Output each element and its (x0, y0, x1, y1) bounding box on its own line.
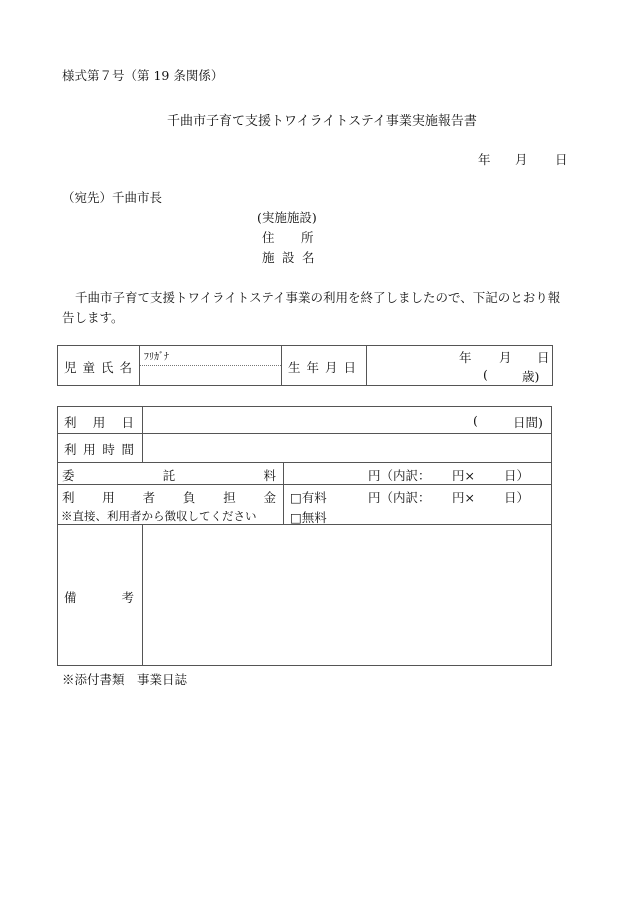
birth-date-label: 生 年 月 日 (288, 360, 356, 375)
month-label: 月 (515, 152, 528, 167)
commission-field[interactable]: 円（内訳： 円× 日） (368, 468, 530, 483)
addressee: （宛先）千曲市長 (62, 190, 163, 205)
user-fee-label: 利 用 者 負 担 金 (62, 490, 276, 505)
furigana-field[interactable] (176, 347, 280, 364)
facility-heading: (実施施設) (257, 210, 317, 225)
age-unit: 歳) (522, 369, 540, 384)
body-text-line2: 告します。 (62, 310, 124, 325)
age-open: ( (483, 367, 488, 382)
use-date-label: 利 用 日 (64, 415, 134, 430)
remarks-field[interactable] (143, 525, 551, 665)
use-time-label: 利 用 時 間 (64, 442, 134, 457)
paid-checkbox[interactable]: □有料 (290, 490, 327, 505)
use-time-field[interactable] (143, 434, 551, 462)
child-name-field[interactable] (141, 367, 280, 384)
child-name-label: 児 童 氏 名 (64, 360, 132, 375)
commission-label: 委 託 料 (62, 468, 276, 483)
paid-breakdown[interactable]: 円（内訳： 円× 日） (368, 490, 530, 505)
birth-date-field[interactable]: 年 月 日 ( 歳) (459, 350, 550, 384)
body-text-line1: 千曲市子育て支援トワイライトステイ事業の利用を終了しましたので、下記のとおり報 (75, 290, 561, 305)
furigana-label: ﾌﾘｶﾞﾅ (144, 352, 169, 363)
day-label: 日 (555, 152, 568, 167)
attachment-note: ※添付書類 事業日誌 (62, 672, 188, 687)
free-checkbox[interactable]: □無料 (290, 510, 327, 525)
remarks-label: 備 考 (64, 590, 134, 605)
page-title: 千曲市子育て支援トワイライトステイ事業実施報告書 (167, 114, 477, 129)
use-date-field[interactable]: ( 日間) (473, 413, 543, 430)
year-label: 年 (478, 152, 491, 167)
user-fee-note: ※直接、利用者から徴収してください (61, 509, 257, 523)
form-number: 様式第７号（第 19 条関係） (62, 68, 224, 83)
